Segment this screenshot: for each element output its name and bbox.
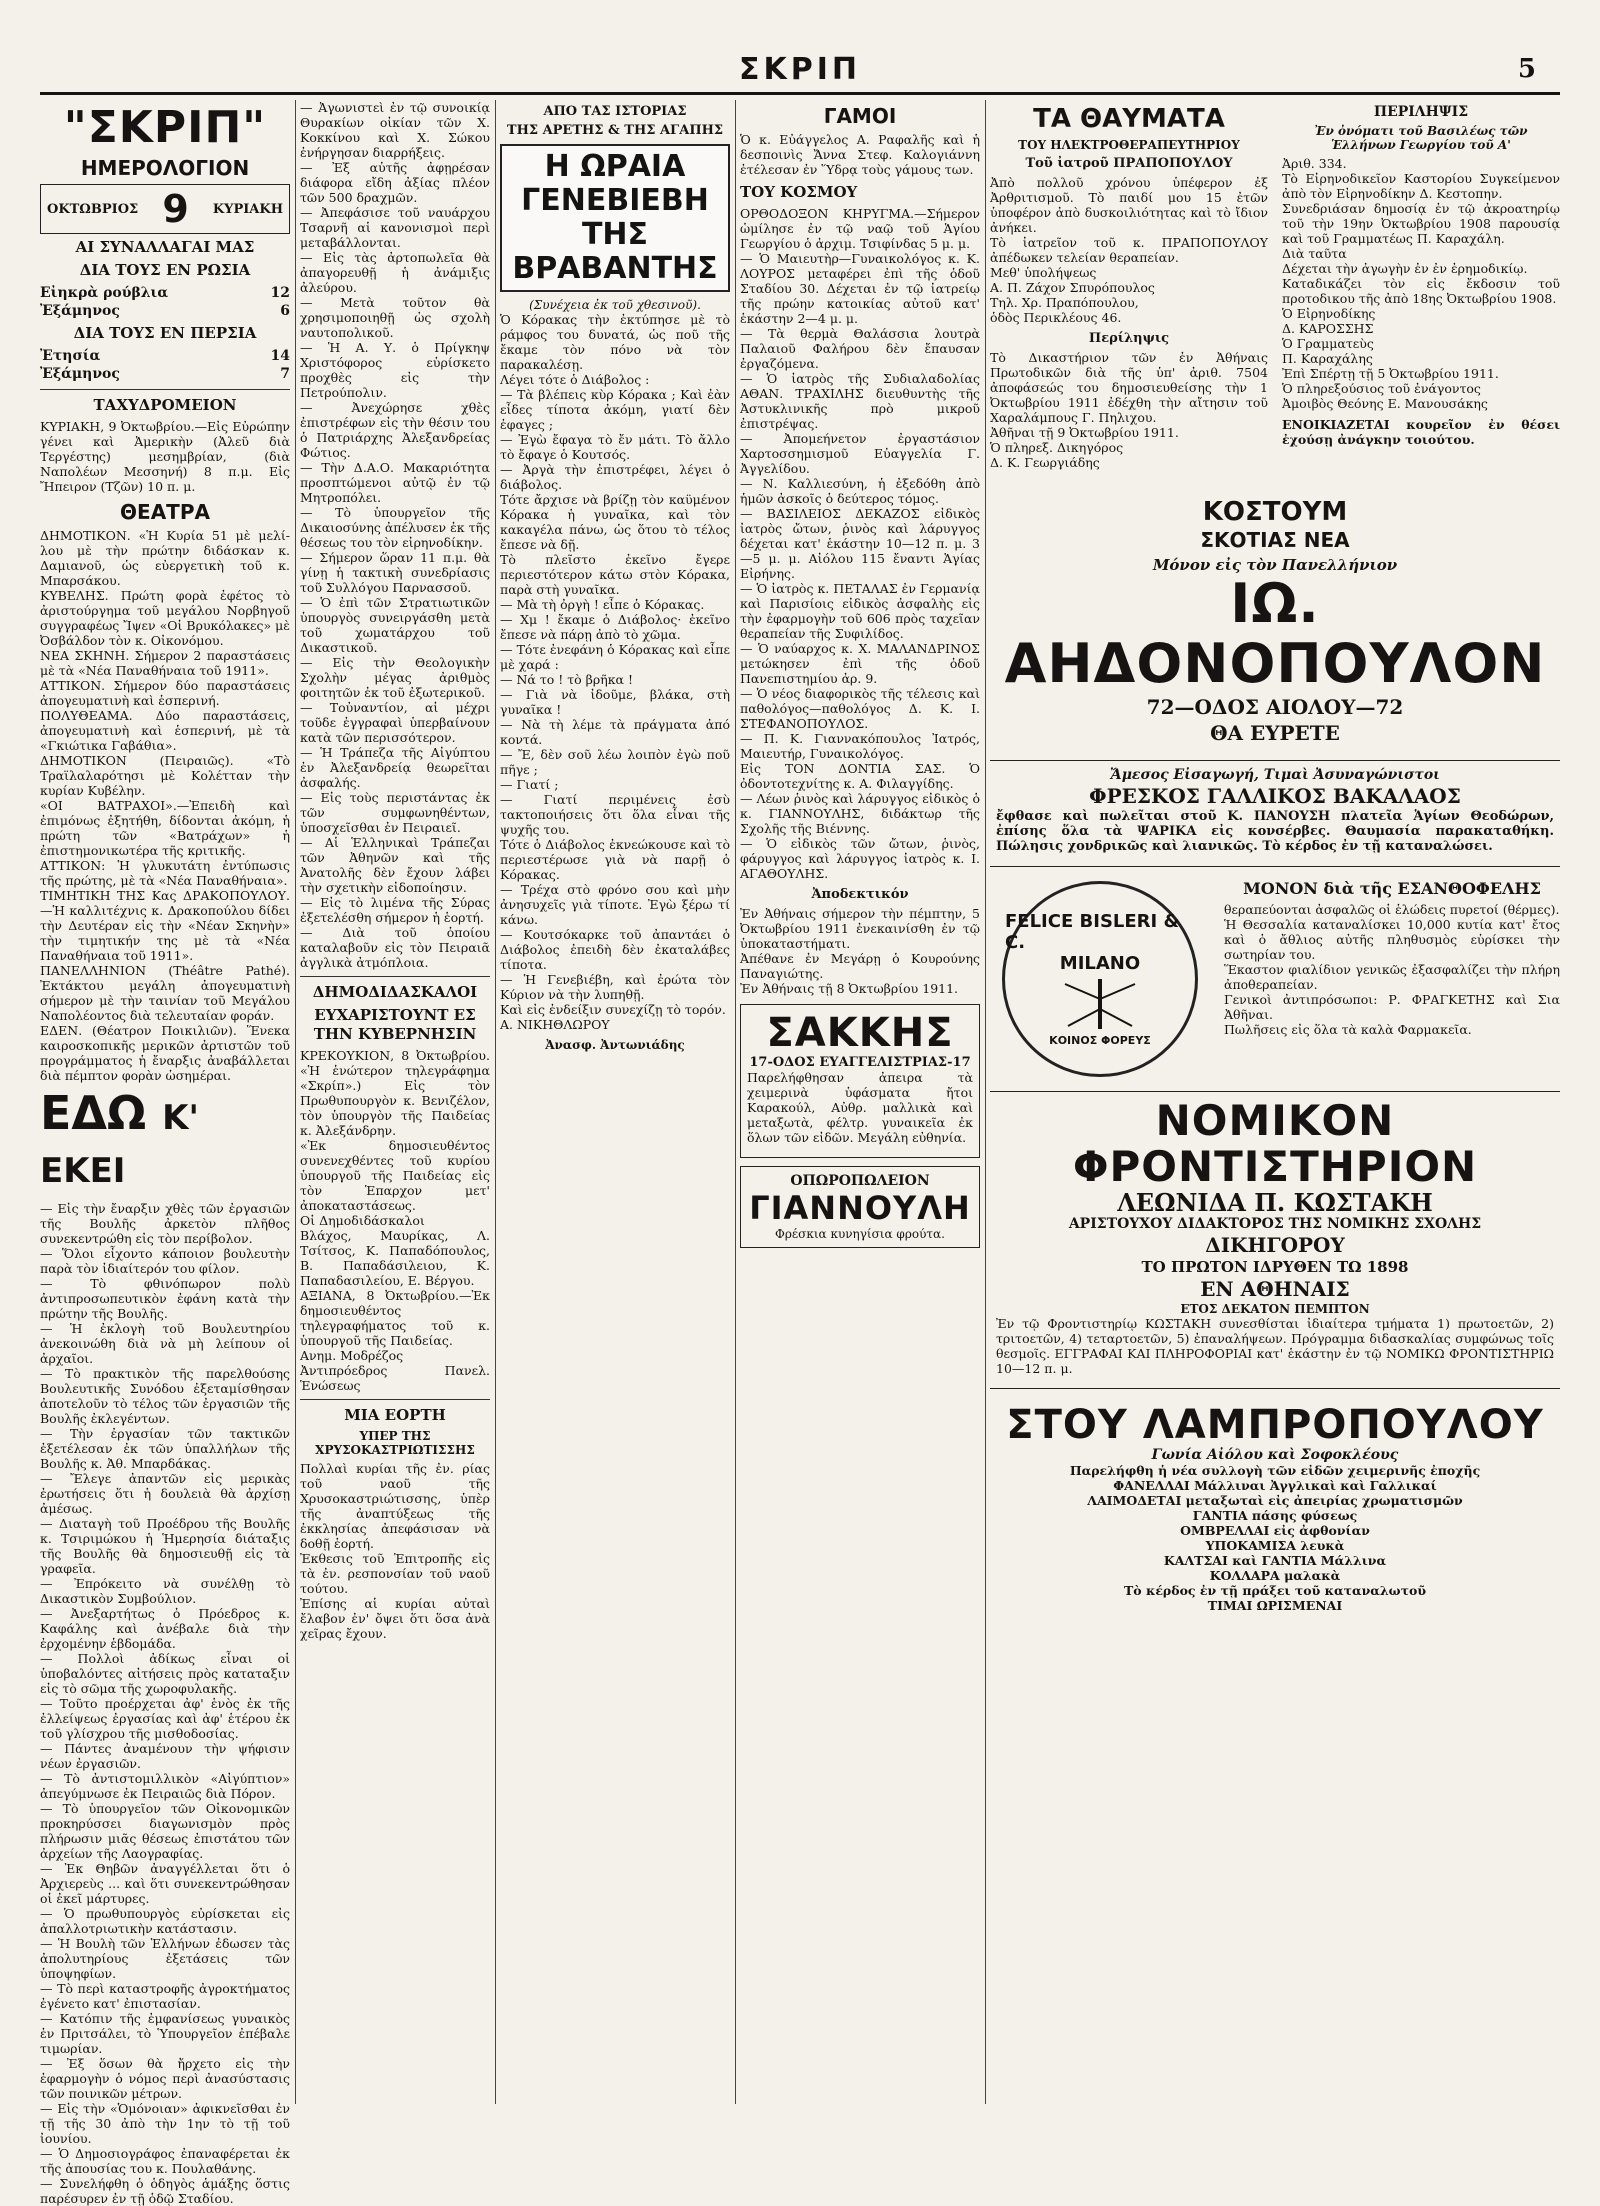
miracles-doctor: Τοῦ ἰατροῦ ΠΡΑΠΟΠΟΥΛΟΥ — [1025, 156, 1233, 171]
date-weekday: ΚΥΡΙΑΚΗ — [212, 201, 283, 217]
post-title: ΤΑΧΥΔΡΟΜΕΙΟΝ — [93, 396, 237, 414]
serial-title: Η ΩΡΑΙΑ ΓΕΝΕΒΙΕΒΗ ΤΗΣ ΒΡΑΒΑΝΤΗΣ — [500, 144, 730, 292]
column-1 — [40, 100, 294, 2206]
rate-value: 12 — [270, 285, 290, 301]
court-notice — [1282, 100, 1565, 476]
suit-title: ΚΟΣΤΟΥΜ — [1202, 497, 1348, 527]
rate-row — [40, 347, 290, 365]
rate-label: Εἰηκρὰ ρούβλια — [40, 285, 169, 301]
rate-row — [40, 302, 290, 320]
world-title: ΤΟΥ ΚΟΣΜΟΥ — [740, 183, 858, 201]
shop-prefix: ΣΤΟΥ — [1006, 1402, 1128, 1448]
law-text: Ἐν τῷ Φροντιστηρίῳ ΚΩΣΤΑΚΗ συνεσθίσται ἰδιαίτερα τμήματα 1) πρωτοετῶν, 2) τριτοετῶν, 4) τεταρτοετῶν, 5) ἐπαναλήψεων. Πρόγραμμα διδασκαλίας συμφώνως τοῖς θεσμοῖς. ΕΓΓΡΑΦΑΙ ΚΑΙ ΠΛΗΡΟΦΟΡΙΑΙ κατ' ἑκάστην ἐν τῷ ΝΟΜΙΚΩ ΦΡΟΝΤΙΣΤΗΡΙΩ 10—12 π. μ. — [996, 1316, 1558, 1376]
post-text: ΚΥΡΙΑΚΗ, 9 Ὀκτωβρίου.—Εἰς Εὐρώπην γένει καὶ Ἀμερικὴν (Ἀλεῦ διὰ Τεργέστης) μεσημβρίαν, (διὰ Ναπολέων Μεσσηνή) 8 π.μ. Εἰς Ἤπειρον (Τζῶν) 10 π. μ. — [40, 419, 294, 494]
law-sub2: ΔΙΚΗΓΟΡΟΥ — [1205, 1233, 1345, 1257]
fruit-text: Φρέσκια κυνηγίσια φρούτα. — [775, 1227, 945, 1241]
teachers-subheading: ΕΥΧΑΡΙΣΤΟΥΝΤ ΕΣ ΤΗΝ ΚΥΒΕΡΝΗΣΙΝ — [313, 1006, 477, 1043]
cod-title: ΦΡΕΣΚΟΣ ΓΑΛΛΙΚΟΣ ΒΑΚΑΛΑΟΣ — [1089, 784, 1461, 808]
world-text: ΟΡΘΟΔΟΞΟΝ ΚΗΡΥΓΜΑ.—Σήμερον ὡμίλησε ἐν τῷ ναῷ τοῦ Ἁγίου Γεωργίου ὁ ἀρχιμ. Τσιφίνδας 5 μ. μ. — Ὁ Μαιευτὴρ—Γυναικολόγος κ. Κ. ΛΟΥΡΟΣ μεταφέρει ἐπὶ τῆς ὁδοῦ Σταδίου 30. Δέχεται ἐν τῷ ἰατρείῳ τῆς πρώην κατοικίας αὐτοῦ κατ' ἑκάστην 2—4 μ. μ. — Τὰ θερμὰ Θαλάσσια λουτρὰ Παλαιοῦ Φαλήρου δὲν ἔπαυσαν ἐργαζόμενα. — Ὁ ἰατρὸς τῆς Συδιαλαδολίας ΑΘΑΝ. ΤΡΑΧΙΛΗΣ διευθυντὴς τῆς Ἀστυκλινικῆς πρὸ μικροῦ ἐπιστρέψας. — Ἀπομεήνετον ἐργαστάσιον Χαρτοσσημισμοῦ Εὐαγγελία Γ. Ἀγγελίδου. — Ν. Καλλιεσύνη, ἡ ἐξεδόθη ἀπὸ ἡμῶν ἀσκοῖς ὁ δεύτερος τόμος. — ΒΑΣΙΛΕΙΟΣ ΔΕΚΑΖΟΣ εἰδικὸς ἰατρὸς ὤτων, ῥινὸς καὶ λάρυγγος δέχεται κατ' ἑκάστην 10—12 π. μ. 3—5 μ. μ. Αἰόλου 115 ἔναντι Ἁγίας Εἰρήνης. — Ὁ ἰατρὸς κ. ΠΕΤΑΛΑΣ ἐν Γερμανίᾳ καὶ Παρισίοις εἰδικὸς ἀσφαλὴς εἰς τὴν ἐφαρμογὴν τοῦ 606 πρὸς ταχεῖαν θεραπείαν τῆς Συφιλίδος. — Ὁ ναύαρχος κ. Χ. ΜΑΛΑΝΔΡΙΝΟΣ μετώκησεν ἐπὶ τῆς ὁδοῦ Πανεπιστημίου ἀρ. 9. — Ὁ νέος διαφορικὸς τῆς τέλεσις καὶ παθολόγος—παθολόγος Δ. Κ. Ι. ΣΤΕΦΑΝΟΠΟΥΛΟΣ. — Π. Κ. Γιαννακόπουλος Ἰατρός, Μαιευτήρ, Γυναικολόγος. Εἰς ΤΟΝ ΔΟΝΤΙΑ ΣΑΣ. Ὁ ὀδοντοτεχνίτης κ. Α. Φιλαγγίδης. — Λέων ῥινὸς καὶ λάρυγγος εἰδικὸς ὁ κ. ΓΙΑΝΝΟΥΛΗΣ, διδάκτωρ τῆς Σχολῆς τῆς Βιέννης. — Ὁ εἰδικὸς τῶν ὤτων, ῥινὸς, φάρυγγος καὶ λάρυγγος ἰατρὸς κ. Ι. ΑΓΑΘΟΥΛΗΣ. — [740, 206, 980, 881]
miracles-text: Ἀπὸ πολλοῦ χρόνου ὑπέφερον ἐξ Ἀρθριτισμοῦ. Τὸ παιδί μου 15 ἐτῶν ὑποφέρον ἀπὸ δυσκοιλιότητας καὶ τὸ ἴδιον ἀνήκει. Τὸ ἰατρεῖον τοῦ κ. ΠΡΑΠΟΠΟΥΛΟΥ ἀπέδωκεν τελείαν θεραπείαν. Μεθ' ὑπολήψεως Α. Π. Ζάχον Σπυρόπουλος Τηλ. Χρ. Πραπόπουλου, ὁδὸς Περικλέους 46. — [990, 175, 1268, 325]
russia-title: ΔΙΑ ΤΟΥΣ ΕΝ ΡΩΣΙΑ — [79, 261, 251, 279]
column-2 — [300, 100, 490, 2104]
column-rule — [985, 100, 986, 2104]
weddings-title: ΓΑΜΟΙ — [823, 104, 897, 128]
rate-value: 14 — [270, 348, 290, 364]
serial-byline: Ἀνασφ. Ἀντωνιάδης — [545, 1038, 685, 1052]
column-4 — [740, 100, 984, 2104]
calendar-title: ΗΜΕΡΟΛΟΓΙΟΝ — [80, 156, 250, 180]
shop-name-line — [996, 1403, 1554, 1447]
law-name: ΛΕΩΝΙΔΑ Π. ΚΩΣΤΑΚΗ — [1117, 1188, 1433, 1217]
cod-text: ἔφθασε καὶ πωλεῖται στοῦ Κ. ΠΑΝΟΥΣΗ πλατεῖα Ἁγίων Θεοδώρων, ἐπίσης ὅλα τὰ ΨΑΡΙΚΑ εἰς κονσέρβες. Θαυμασία παρακαταθήκη. Πώλησις χονδρικῶς καὶ λιανικῶς. Τὸ κέρδος ἐν τῇ καταναλώσει. — [996, 809, 1559, 854]
rate-label: Ἐτησία — [40, 348, 101, 364]
serial-continued: (Συνέχεια ἐκ τοῦ χθεσινοῦ). — [529, 298, 701, 312]
edo-text: — Εἰς τὴν ἔναρξιν χθὲς τῶν ἐργασιῶν τῆς Βουλῆς ἀρκετὸν πλῆθος συνεκεντρώθη εἰς τὸν περίβολον. — Ὅλοι εἶχοντο κάποιον βουλευτὴν παρὰ τὸν ἰδιαίτερόν του φίλον. — Τὸ φθινόπωρον πολὺ ἀντιπροσωπευτικὸν ἐφάνη κατὰ τὴν πρώτην τῆς Βουλῆς. — Ἡ ἐκλογὴ τοῦ Βουλευτηρίου ἀνεκοινώθη διὰ νὰ μὴ λείπουν οἱ ἀρχαῖοι. — Τὸ πρακτικὸν τῆς παρελθούσης Βουλευτικῆς Συνόδου ἐξεταμίσθησαν ἀποτελοῦν τὸ τέλος τῶν ἐργασιῶν τῆς Βουλῆς ἐκλεγέντων. — Τὴν ἐργασίαν τῶν τακτικῶν ἐξετέλεσαν ἐκ τῶν ὑπαλλήλων τῆς Βουλῆς κ. Ἀθ. Μπαρδάκας. — Ἔλεγε ἀπαντῶν εἰς μερικὰς ἐρωτήσεις ὅτι ἡ δουλειὰ θὰ ἀρχίσῃ ἀμέσως. — Διαταγὴ τοῦ Προέδρου τῆς Βουλῆς κ. Τσιριμώκου ἡ Ἡμερησία διάταξις τῆς Βουλῆς θὰ δημοσιευθῇ εἰς τὰ γραφεῖα. — Ἐπρόκειτο νὰ συνέλθῃ τὸ Δικαστικὸν Συμβούλιον. — Ἀνεξαρτήτως ὁ Πρόεδρος κ. Καφάλης καὶ ἀνέβαλε διὰ τὴν ἐρχομένην ἑβδομάδα. — Πολλοὶ ἀδίκως εἶναι οἱ ὑποβαλόντες αἰτήσεις πρὸς καταταξιν εἰς τὸ σῶμα τῆς χωροφυλακῆς. — Τοῦτο προέρχεται ἀφ' ἑνὸς ἐκ τῆς ἐλλείψεως ἐργασίας καὶ ἀφ' ἑτέρου ἐκ τοῦ γλίσχρου τῆς μισθοδοσίας. — Πάντες ἀναμένουν τὴν ψήφισιν νέων ἐργασιῶν. — Τὸ ἀντιστομιλλικὸν «Αἰγύπτιον» ἀπεγύμνωσε ἐκ Πειραιῶς διὰ Πόρον. — Τὸ ὑπουργεῖον τῶν Οἰκονομικῶν προκηρύσσει διαγωνισμὸν πρὸς πλήρωσιν μιᾶς θέσεως ἐπιστάτου τῶν ἀρχείων τῆς Λαογραφίας. — Ἐκ Θηβῶν ἀναγγέλλεται ὅτι ὁ Ἀρχιερεὺς ... καὶ ὅτι συνεκεντρώθησαν οἱ ἐκεῖ μάρτυρες. — Ὁ πρωθυπουργὸς εὐρίσκεται εἰς ἀπαλλοτριωτικὴν κατάστασιν. — Ἡ Βουλὴ τῶν Ἑλλήνων ἐδωσεν τὰς ἀπολυτηρίους ἐξετάσεις τῶν ὑποψηφίων. — Τὸ περὶ καταστροφῆς ἀγροκτήματος ἐγένετο κατ' ἐπιστασίαν. — Κατόπιν τῆς ἐμφανίσεως γυναικὸς ἐν Πριτσάλει, τὸ Ὑπουργεῖον ἐπέβαλε τιμωρίαν. — Ἐξ ὅσων θὰ ἤρχετο εἰς τὴν ἐφαρμογὴν ὁ νόμος περὶ ἀνασύστασις τῶν ποινικῶν μέτρων. — Εἰς τὴν «Ὁμόνοιαν» ἀφικνεῖσθαι ἐν τῇ τῆς 30 ἀπὸ τὴν 1ην τὸ τῇ τοῦ ἰουνίου. — Ὁ Δημοσιογράφος ἐπαναφέρεται ἐκ τῆς ἀπουσίας του κ. Πουλαθάνης. — Συνελήφθη ὁ ὁδηγὸς ἁμάξης ὅστις παρέσυρεν ἐν τῇ ὁδῷ Σταδίου. — [40, 1201, 290, 2206]
feast-heading: ΜΙΑ ΕΟΡΤΗ — [344, 1406, 446, 1424]
page-number: 5 — [1517, 54, 1536, 84]
law-sub: ΑΡΙΣΤΟΥΧΟΥ ΔΙΔΑΚΤΟΡΟΣ ΤΗΣ ΝΟΜΙΚΗΣ ΣΧΟΛΗΣ — [1068, 1216, 1482, 1232]
miracles-subtitle: ΤΟΥ ΗΛΕΚΤΡΟΘΕΡΑΠΕΥΤΗΡΙΟΥ — [1018, 138, 1240, 152]
top-two-columns — [990, 100, 1565, 476]
serial-text: Ὁ Κόρακας τὴν ἐκτύπησε μὲ τὸ ράμφος του δυνατά, ὡς ποῦ τῆς ἔκαμε τὸν πόνο νὰ τὸν παρακαλέσῃ. Λέγει τότε ὁ Διάβολος : — Τὰ βλέπεις κὺρ Κόρακα ; Καὶ ἐὰν εἶδες τίποτα ἀκόμη, γιατί δὲν ἐφαγες ; — Ἐγὼ ἔφαγα τὸ ἔν μάτι. Τὸ ἄλλο τὸ ἔφαγε ὁ Κουτσός. — Ἀργὰ τὴν ἐπιστρέφει, λέγει ὁ διάβολος. Τότε ἄρχισε νὰ βρίζῃ τὸν καϋμένον Κόρακα ἡ γυναῖκα, καὶ τὸν κακαγέλα πάνω, ὡς ὅτου τὸ τέλος ἔπεσε νὰ δῇ. Τὸ πλεῖστο ἐκεῖνο ἔγερε περιεστότερον κάτω στὸν Κόρακα, παρὰ στὴ γυναῖκα. — Μὰ τὴ ὀργὴ ! εἶπε ὁ Κόρακας. — Χμ ! ἔκαμε ὁ Διάβολος· ἐκεῖνο ἔπεσε νὰ πάρῃ ἀπὸ τὸ χῶμα. — Τότε ἐνεφάνη ὁ Κόρακας καὶ εἶπε μὲ χαρά : — Νά το ! τὸ βρῆκα ! — Γιὰ νὰ ἰδοῦμε, βλάκα, στὴ γυναῖκα ! — Νὰ τὴ λέμε τὰ πράγματα ἀπό κοντά. — Ἔ, δὲν σοῦ λέω λοιπὸν ἐγὼ ποῦ πῆγε ; — Γιατί ; — Γιατί περιμένεις ἐσὺ τακτοποιήσεις ὅτι ὅλα εἶναι τῆς ψυχῆς του. Τότε ὁ Διάβολος ἐκνεώκουσε καὶ τὸ περιεστέρωσε γιὰ νὰ παρῇ ὁ Κόρακας. — Τρέχα στὸ φρόνο σου καὶ μὴν ἀνησυχεῖς γιὰ τίποτε. Ἐγὼ ξέρω τί κάνω. — Κουτσόκαρκε τοῦ ἀπαντάει ὁ Διάβολος ἐπειδὴ δὲν ἐκαταλάβες τίποτα. — Ἡ Γενεβιέβη, καὶ ἐρώτα τὸν Κύριον νὰ τὴν λυπηθῇ. Καὶ εἰς ἐνδείξιν συνεχίζῃ τὸ τορόν. Α. ΝΙΚΗΘΛΩΡΟΥ — [500, 312, 730, 1032]
edo-heading — [40, 1086, 290, 1195]
shop-text: Παρελήφθη ἡ νέα συλλογὴ τῶν εἰδῶν χειμερινῆς ἐποχῆς ΦΑΝΕΛΛΑΙ Μάλλιναι Ἀγγλικαὶ καὶ Γαλλικαί ΛΑΙΜΟΔΕΤΑΙ μεταξωταὶ εἰς ἀπειρίας χρωματισμῶν ΓΑΝΤΙΑ πάσης φύσεως ΟΜΒΡΕΛΛΑΙ εἰς ἀφθονίαν ΥΠΟΚΑΜΙΣΑ λευκὰ ΚΑΛΤΣΑΙ καὶ ΓΑΝΤΙΑ Μάλλινα ΚΟΛΛΑΡΑ μαλακὰ Τὸ κέρδος ἐν τῇ πράξει τοῦ καταναλωτοῦ ΤΙΜΑΙ ΩΡΙΣΜΕΝΑΙ — [1069, 1463, 1481, 1613]
law-founded: ΤΟ ΠΡΩΤΟΝ ΙΔΡΥΘΕΝ ΤΩ 1898 — [1141, 1258, 1409, 1276]
law-city: ΕΝ ΑΘΗΝΑΙΣ — [1200, 1277, 1350, 1301]
fruit-ad — [740, 1166, 980, 1248]
date-box — [40, 184, 290, 234]
rate-value: 6 — [280, 303, 290, 319]
serial-kicker: ΑΠΟ ΤΑΣ ΙΣΤΟΡΙΑΣ — [543, 104, 687, 119]
sakkis-text: Παρελήφθησαν ἀπειρα τὰ χειμερινὰ ὑφάσματα ἤτοι Καρακούλ, Αὐθρ. μαλλικὰ καὶ μεταξωτὰ, φέλτρ. γυναικεῖα ἐκ ὅλων τῶν εἰδῶν. Μεγάλη εὐθηνία. — [747, 1070, 977, 1145]
court-title: ΠΕΡΙΛΗΨΙΣ — [1373, 104, 1469, 120]
fruit-name: ΓΙΑΝΝΟΥΛΗ — [749, 1189, 971, 1227]
masthead-title: ΣΚΡΙΠ — [739, 52, 861, 87]
cod-head: Ἄμεσος Εἰσαγωγή, Τιμαὶ Ἀσυναγώνιστοι — [1110, 767, 1440, 783]
seal-logo — [1002, 881, 1198, 1077]
paper-logo: "ΣΚΡΙΠ" — [63, 102, 267, 153]
suit-line: Μόνον εἰς τὸν Πανελλήνιον — [1152, 556, 1398, 574]
column-rule — [295, 100, 296, 2104]
court-subtitle: Ἐν ὀνόματι τοῦ Βασιλέως τῶν Ἑλλήνων Γεωργίου τοῦ Α' — [1314, 124, 1528, 152]
court-text: Ἀριθ. 334. Τὸ Εἰρηνοδικεῖον Καστορίου Συγκείμενον ἀπὸ τὸν Εἰρηνοδίκην Δ. Κεστοπην. Συνεδριάσαν δημοσίᾳ ἐν τῷ ἀκροατηρίῳ τοῦ τὴν 19ην Ὀκτωβρίου 1908 παρουσίᾳ καὶ τοῦ Γραμματέως Π. Καραχάλη. Διὰ ταῦτα Δέχεται τὴν ἀγωγὴν ἐν ἐν ἐρημοδικίῳ. Καταδικάζει τὸν εἰς ἔκδοσιν τοῦ προτοδικου τῆς ἀπὸ 18ης Ὀκτωβρίου 1908. Ὁ Εἰρηνοδίκης Δ. ΚΑΡΟΣΣΗΣ Ὁ Γραμματεὺς Π. Καραχάλης Ἐπὶ Σπέρτῃ τῇ 5 Ὀκτωβρίου 1911. Ὁ πληρεξούσιος τοῦ ἐνάγοντος Ἀμοιβὸς Θεόνης Ε. Μανουσάκης — [1282, 156, 1560, 411]
shop-address: Γωνία Αἰόλου καὶ Σοφοκλέους — [1151, 1447, 1399, 1463]
rent-notice: ΕΝΟΙΚΙΑΖΕΤΑΙ κουρεῖον ἐν θέσει ἐχούσῃ ἀνάγκην τοιούτου. — [1282, 417, 1565, 447]
column-rule — [495, 100, 496, 2104]
bisleri-seal — [990, 875, 1210, 1083]
rate-label: Ἐξάμηνος — [40, 303, 120, 319]
fruit-title: ΟΠΩΡΟΠΩΛΕΙΟΝ — [790, 1173, 930, 1189]
serial-kicker-2: ΤΗΣ ΑΡΕΤΗΣ & ΤΗΣ ΑΓΑΠΗΣ — [506, 123, 724, 138]
announce-text: Τὸ Δικαστήριον τῶν ἐν Ἀθήναις Πρωτοδικῶν διὰ τῆς ὑπ' ἀριθ. 7504 ἀποφάσεώς του δημοσιευθείσης τὴν 1 Ὀκτωβρίου 1911 ἐδέχθη τὴν αἴτησιν τοῦ Χαραλάμπους Γ. Πηλιχου. Ἀθῆναι τῇ 9 Ὀκτωβρίου 1911. Ὁ πληρεξ. Δικηγόρος Δ. Κ. Γεωργιάδης — [990, 350, 1268, 470]
suit-end: ΘΑ ΕΥΡΕΤΕ — [1210, 721, 1340, 745]
law-ad — [990, 1091, 1560, 1389]
feast-text: Πολλαὶ κυρίαι τῆς ἐν. ρίας τοῦ ναοῦ τῆς Χρυσοκαστριώτισσης, ὑπὲρ τῆς ἀναπτύξεως τῆς ἐκκλησίας ἀπεφάσισαν νὰ δοθῇ ἑορτή. Ἐκθεσις τοῦ Ἐπιτροπῆς εἰς τὰ ἐν. ρεσπονσίαν τοῦ ναοῦ τούτου. Ἐπίσης αἱ κυρίαι αὐταὶ ἔλαβον ἐν' ὄψει ὅτι ὅσα ἀνὰ χεῖρας ἔχουν. — [300, 1461, 490, 1641]
seal-text-3: ΚΟΙΝΟΣ ΦΟΡΕΥΣ — [1049, 1034, 1151, 1047]
announce-title: Περίληψις — [1088, 331, 1170, 346]
rate-value: 7 — [280, 366, 290, 382]
theatre-title: ΘΕΑΤΡΑ — [120, 500, 210, 524]
fever-title: ΜΟΝΟΝ διὰ τῆς ΕΣΑΝΘΟΦΕΛΗΣ — [1243, 879, 1541, 898]
theatre-text: ΔΗΜΟΤΙΚΟΝ. «Ἡ Κυρία 51 μὲ μελί-λου μὲ τὴν πρώτην διδάσκαν κ. Δαμιανοῦ, ὡς εὐεργετικὴ τοῦ κ. Μπαρσάκου. ΚΥΒΕΛΗΣ. Πρώτη φορὰ ἐφέτος τὸ ἀριστούργημα τοῦ μεγάλου Νορβηγοῦ συγγραφέως Ἴψεν «Οἱ Βρυκόλακες» μὲ Ὀσβάλδον τὸν κ. Οἰκονόμου. ΝΕΑ ΣΚΗΝΗ. Σήμερον 2 παραστάσεις μὲ τὰ «Νέα Παναθήναια τοῦ 1911». ΑΤΤΙΚΟΝ. Σήμερον δύο παραστάσεις ἀπογευματινὴ καὶ ἑσπερινή. ΠΟΛΥΘΕΑΜΑ. Δύο παραστάσεις, ἀπογευματινὴ καὶ ἑσπερινή, μὲ τὰ «Γκιώτικα Γαβάθια». ΔΗΜΟΤΙΚΟΝ (Πειραιῶς). «Τὸ Τραϊλαλαρότησι μὲ Κολέτταν τὴν κυρίαν Κυβέλην. «ΟΙ ΒΑΤΡΑΧΟΙ».—Ἐπειδὴ καὶ ἐπιμόνως ἐξητήθη, δίδονται ἀκόμη, ἡ πρώτη τῶν «Βατράχων» ἡ ἐπιστημονικωτέρα τῆς κριτικῆς. ΑΤΤΙΚΟΝ: Ἡ γλυκυτάτη ἐντύπωσις τῆς πρώτης, μὲ τὰ «Νέα Παναθήναια». ΤΙΜΗΤΙΚΗ ΤΗΣ Κας ΔΡΑΚΟΠΟΥΛΟΥ.—Ἡ καλλιτέχνις κ. Δρακοπούλου δίδει τὴν Δευτέραν εἰς τὴν «Νέαν Σκηνὴν» τὴν τιμητικήν της μὲ τὰ «Νέα Παναθήναια τοῦ 1911». ΠΑΝΕΛΛΗΝΙΟΝ (Théâtre Pathé). Ἐκτάκτου μεγάλη ἀπογευματινὴ σήμερον μὲ τὴν ταινίαν τοῦ Μεγάλου Ναπολέοντος διὰ τελευταίαν φοράν. ΕΔΕΝ. (Θέατρον Ποικιλιῶν). Ἕνεκα καιροσκοπικῆς μερικῶν ἀρτιστῶν τοῦ προγράμματος ἡ ἔναρξις ἀναβάλλεται διὰ πέμπτον φορὰν ὡσημέραι. — [40, 528, 290, 1083]
suit-subtitle: ΣΚΟΤΙΑΣ ΝΕΑ — [1200, 528, 1350, 552]
law-year: ΕΤΟΣ ΔΕΚΑΤΟΝ ΠΕΜΠΤΟΝ — [1180, 1302, 1370, 1316]
ekei-label: Κ' ΕΚΕΙ — [40, 1098, 199, 1191]
rates-title: ΑΙ ΣΥΝΑΛΛΑΓΑΙ ΜΑΣ — [75, 238, 255, 256]
news-items: — Ἀγωνιστεὶ ἐν τῷ συνοικίᾳ Θυρακίων οἰκίαν τῶν Χ. Κοκκίνου καὶ Χ. Σώκου ἐνήργησαν διαρρήξεις. — Ἐξ αὐτῆς ἀφῃρέσαν διάφορα εἴδη ἀξίας πλέον τῶν 500 δραχμῶν. — Ἀπεφάσισε τοῦ ναυάρχου Τσαρνῆ αἱ κανονισμοὶ περὶ μεταβάλλονται. — Εἰς τὰς ἀρτοπωλεῖα θὰ ἀπαγορευθῇ ἡ ἀνάμιξις ἀλεύρου. — Μετὰ τοῦτον θὰ χρησιμοποιηθῇ ὡς σχολὴ ναυτοπολικοῦ. — Ἡ Α. Υ. ὁ Πρίγκηψ Χριστόφορος εὑρίσκετο προχθὲς εἰς τὴν Πετρούπολιν. — Ἀνεχώρησε χθὲς ἐπιστρέφων εἰς τὴν θέσιν του ὁ Πατριάρχης Ἀλεξανδρείας Φώτιος. — Τὴν Δ.Α.Ο. Μακαριότητα προσπτώμενοι αὐτῷ ἐν τῷ Μητροπόλει. — Τὸ ὑπουργεῖον τῆς Δικαιοσύνης ἀπέλυσεν ἐκ τῆς θέσεως του τὸν εἰρηνοδίκην. — Σήμερον ὥραν 11 π.μ. θὰ γίνῃ ἡ τακτικὴ συνεδρίασις τοῦ Συλλόγου Παρνασσοῦ. — Ὁ ἐπὶ τῶν Στρατιωτικῶν ὑπουργὸς συνειργάσθη μετὰ τοῦ χωματάρχου τοῦ Δικαστικοῦ. — Εἰς τὴν Θεολογικὴν Σχολὴν μέγας ἀριθμὸς φοιτητῶν ἐκ τοῦ ἐξωτερικοῦ. — Τοὐναντίον, αἱ μέχρι τοῦδε ἐγγραφαὶ ὑπερβαίνουν κατὰ τῶν περισσότερον. — Ἡ Τράπεζα τῆς Αἰγύπτου ἐν Ἀλεξανδρείᾳ θεωρεῖται ἀσφαλής. — Εἰς τοὺς περιστάντας ἐκ τῶν συμφωνηθέντων, ὑποσχεῖσθαι ἐν Πειραιεῖ. — Αἱ Ἑλληνικαὶ Τράπεζαι τῶν Ἀθηνῶν καὶ τῆς Ἀνατολῆς δὲν ἔχουν λάβει τὴν σχετικὴν εἰδοποίησιν. — Εἰς τὸ λιμένα τῆς Σύρας ἐξετελέσθη σήμερον ἡ ἑορτή. — Διὰ τοῦ ὁποίου καταλαβοῦν εἰς τὸν Πειραιᾶ ἀγγλικὰ ἀτμόπλοια. — [300, 100, 490, 970]
persia-title: ΔΙΑ ΤΟΥΣ ΕΝ ΠΕΡΣΙΑ — [73, 324, 257, 342]
fever-text: θεραπεύονται ἀσφαλῶς οἱ ἑλώδεις πυρετοί (θέρμες). Ἡ Θεσσαλία καταναλίσκει 10,000 κυτία κατ' ἔτος καὶ ὁ ἄθλιος αὐτῆς πληθυσμὸς εὑρίσκει τὴν σωτηρίαν του. Ἕκαστον φιαλίδιον γενικῶς ἐξασφαλίζει τὴν πλήρη ἀποθεραπείαν. Γενικοὶ ἀντιπρόσωποι: Ρ. ΦΡΑΓΚΕΤΗΣ καὶ Σια Ἀθῆναι. Πωλῆσεις εἰς ὅλα τὰ καλὰ Φαρμακεῖα. — [1224, 902, 1560, 1037]
edo-label: ΕΔΩ — [40, 1086, 147, 1140]
miracles-ad — [990, 100, 1268, 476]
sakkis-ad — [740, 1004, 980, 1158]
teachers-text: ΚΡΕΚΟΥΚΙΟΝ, 8 Ὀκτωβρίου. «Ἡ ἑνώτερον τηλεγράφημα «Σκρίπ».) Εἰς τὸν Πρωθυπουργὸν κ. Βενιζέλον, τὸν ὑπουργὸν τῆς Παιδείας κ. Ἀλεξάνδρην. «Ἐκ δημοσιευθέντος συνενεχθέντες τοῦ κυρίου ὑπουργοῦ τῆς Παιδείας εἰς τὸν Ἑπαρχον μετ' ἀποκαταστάσεως. Οἱ Δημοδιδάσκαλοι Βλάχος, Μαυρίκας, Λ. Τσίτσος, Κ. Παπαδόπουλος, Β. Παπαδάσιλειου, Κ. Παπαδασιλείου, Ε. Βέργου. ΑΞΙΑΝΑ, 8 Ὀκτωβρίου.—Ἐκ δημοσιευθέντος τηλεγραφήματος τοῦ κ. ὑπουργοῦ τῆς Παιδείας. Ανημ. Μοδρέζος Ἀντιπρόεδρος Πανελ. Ἑνώσεως — [300, 1048, 490, 1393]
weddings-text: Ὁ κ. Εὐάγγελος Α. Ραφαλῆς καὶ ἡ δεσποινὶς Ἄννα Στεφ. Καλογιάννη ἐτέλεσαν ἐν Ὕδρᾳ τοὺς γάμους των. — [740, 132, 984, 177]
shop-ad — [990, 1397, 1560, 1625]
feast-subheading: ΥΠΕΡ ΤΗΣ ΧΡΥΣΟΚΑΣΤΡΙΩΤΙΣΣΗΣ — [315, 1429, 475, 1457]
column-3 — [500, 100, 730, 2104]
fever-section — [990, 875, 1560, 1083]
suit-ad — [990, 490, 1560, 752]
rate-row — [40, 284, 290, 302]
notice-text: Ἐν Ἀθήναις σήμερον τὴν πέμπτην, 5 Ὀκτωβρίου 1911 ἐνεκαινίσθη ἐν τῷ ὑποκαταστήματι. Ἀπέθανε ἐν Μεγάρῃ ὁ Κουρούνης Παναγιώτης. Ἐν Ἀθήναις τῇ 8 Ὀκτωβρίου 1911. — [740, 906, 980, 996]
mosquito-icon — [1060, 974, 1140, 1034]
sakkis-name: ΣΑΚΚΗΣ — [766, 1010, 954, 1056]
teachers-heading: ΔΗΜΟΔΙΔΑΣΚΑΛΟΙ — [312, 983, 478, 1001]
suit-name: ΙΩ. ΑΗΔΟΝΟΠΟΥΛΟΝ — [1004, 572, 1546, 695]
fever-ad — [1224, 875, 1560, 1083]
miracles-title: ΤΑ ΘΑΥΜΑΤΑ — [1033, 104, 1225, 134]
rate-label: Ἐξάμηνος — [40, 366, 120, 382]
rate-row — [40, 365, 290, 383]
shop-name: ΛΑΜΠΡΟΠΟΥΛΟΥ — [1142, 1402, 1544, 1448]
column-rule — [735, 100, 736, 2104]
masthead — [40, 52, 1560, 95]
date-month: ΟΚΤΩΒΡΙΟΣ — [47, 201, 139, 217]
notice-title: Ἀποδεκτικόν — [811, 887, 909, 902]
seal-text-2: MILANO — [1059, 953, 1141, 974]
seal-text-1: FELICE BISLERI & C. — [1005, 911, 1180, 953]
law-title: ΝΟΜΙΚΟΝ ΦΡΟΝΤΙΣΤΗΡΙΟΝ — [1072, 1096, 1478, 1191]
cod-ad — [990, 760, 1560, 867]
suit-address: 72—ΟΔΟΣ ΑΙΟΛΟΥ—72 — [1146, 695, 1404, 719]
sakkis-address: 17-ΟΔΟΣ ΕΥΑΓΓΕΛΙΣΤΡΙΑΣ-17 — [749, 1055, 971, 1070]
column-5 — [990, 100, 1565, 2104]
date-day: 9 — [162, 187, 189, 231]
